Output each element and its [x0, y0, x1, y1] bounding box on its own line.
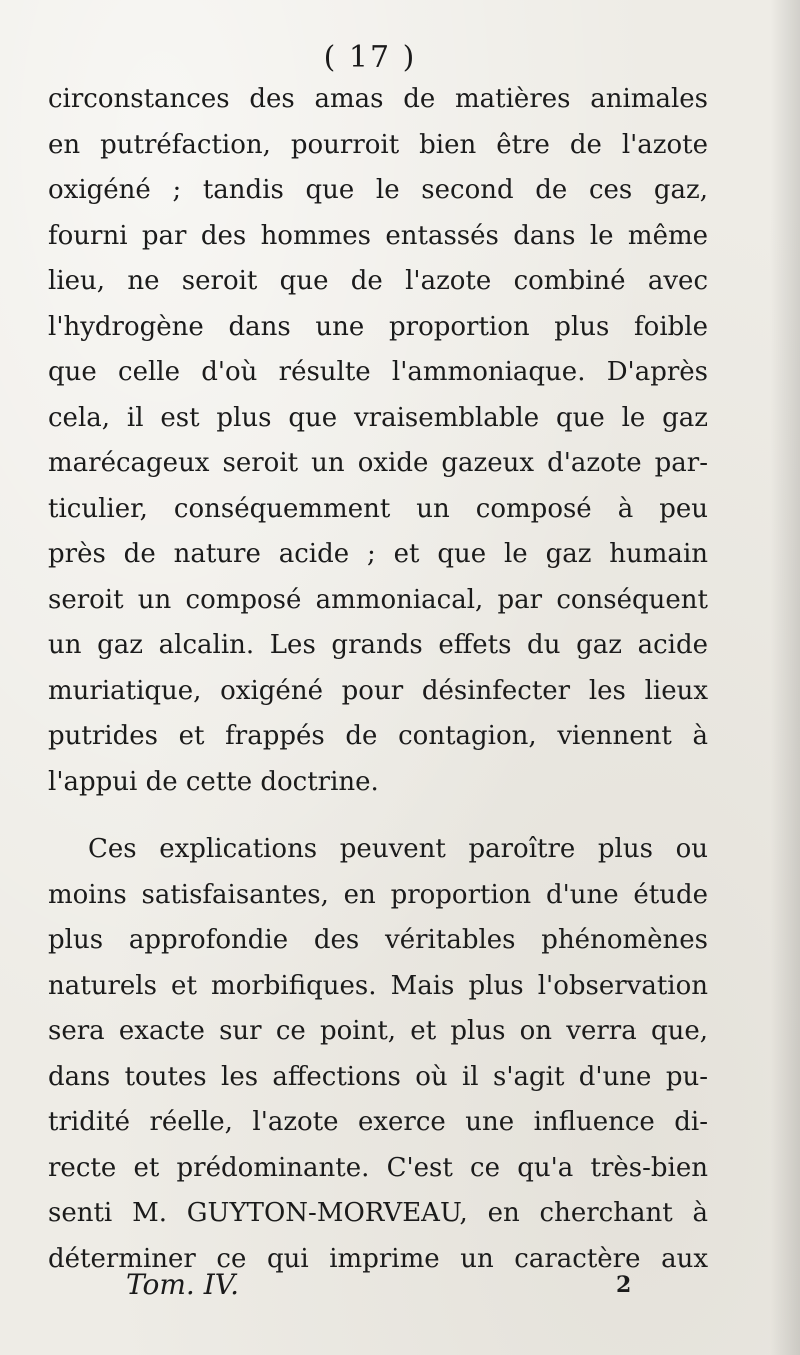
text-line: ticulier, conséquemment un composé à peu: [48, 493, 708, 524]
paragraph-2: [48, 827, 708, 1282]
text-line: naturels et morbifiques. Mais plus l'observation: [48, 970, 708, 1001]
text-line: en putréfaction, pourroit bien être de l'azote: [48, 129, 708, 160]
signature-mark: 2: [616, 1272, 632, 1298]
text-line: oxigéné ; tandis que le second de ces gaz,: [48, 175, 708, 205]
volume-label: Tom. IV.: [126, 1268, 239, 1301]
text-line: près de nature acide ; et que le gaz humain: [48, 539, 708, 569]
text-line: muriatique, oxigéné pour désinfecter les lieux: [48, 675, 708, 706]
text-line: seroit un composé ammoniacal, par conséquent: [48, 584, 708, 615]
text-line: senti M. GUYTON-MORVEAU, en cherchant à: [48, 1198, 708, 1228]
text-line: putrides et frappés de contagion, viennent à: [48, 721, 708, 751]
text-line: lieu, ne seroit que de l'azote combiné avec: [48, 266, 708, 296]
text-line: l'hydrogène dans une proportion plus foible: [48, 311, 708, 342]
text-line: un gaz alcalin. Les grands effets du gaz acide: [48, 630, 708, 660]
text-line: circonstances des amas de matières animales: [48, 84, 708, 114]
text-line: recte et prédominante. C'est ce qu'a très-bien: [48, 1152, 708, 1183]
text-line: dans toutes les affections où il s'agit d'une pu-: [48, 1061, 708, 1092]
text-line: l'appui de cette doctrine.: [48, 766, 379, 797]
paragraph-1: [48, 77, 708, 805]
text-line: fourni par des hommes entassés dans le même: [48, 220, 708, 251]
page-edge-shadow: [770, 0, 800, 1355]
text-line: sera exacte sur ce point, et plus on verra que,: [48, 1016, 708, 1046]
text-line: Ces explications peuvent paroître plus ou: [88, 834, 708, 864]
text-line: cela, il est plus que vraisemblable que le gaz: [48, 402, 708, 433]
text-line: marécageux seroit un oxide gazeux d'azote par-: [48, 448, 708, 478]
text-line: que celle d'où résulte l'ammoniaque. D'après: [48, 357, 708, 387]
text-line: plus approfondie des véritables phénomènes: [48, 925, 708, 955]
text-line: tridité réelle, l'azote exerce une influence di-: [48, 1107, 708, 1137]
text-line: déterminer ce qui imprime un caractère aux: [48, 1243, 708, 1274]
page-number: ( 17 ): [323, 40, 417, 75]
page-footer: [48, 1268, 708, 1308]
text-line: moins satisfaisantes, en proportion d'une étude: [48, 879, 708, 910]
